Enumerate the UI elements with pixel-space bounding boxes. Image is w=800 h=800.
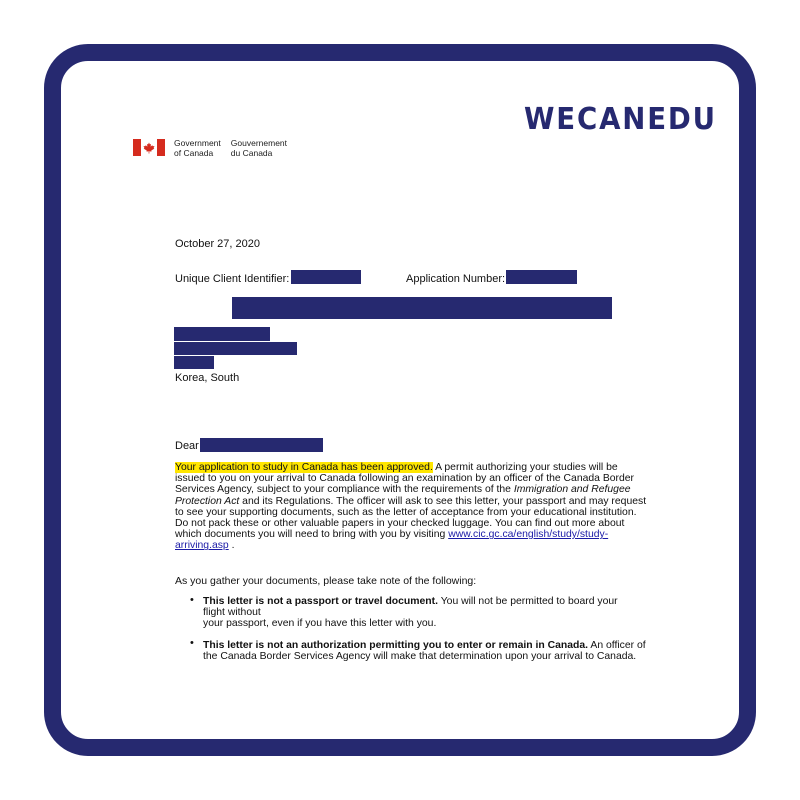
bullet-marker: •	[190, 594, 194, 606]
redacted-name-banner	[232, 297, 612, 319]
redacted-address-line	[174, 327, 270, 341]
address-country: Korea, South	[175, 372, 240, 384]
government-english: Government of Canada	[174, 138, 221, 158]
canada-flag-icon	[133, 139, 165, 156]
approval-highlight: Your application to study in Canada has been approved.	[175, 462, 433, 473]
government-of-canada-signature	[133, 138, 287, 158]
approval-paragraph: Your application to study in Canada has been approved. A permit authorizing your studies will be issued to you on your arrival to Canada following an examination by an officer of the Canada Border Services Agency, subject to your compliance with the requirements of the Immigration and Refugee Protection Act and its Regulations. The officer will ask to see this letter, your passport and may request to see your supporting documents, such as the letter of acceptance from your educational institution. Do not pack these or other valuable papers in your checked luggage. You can find out more about which documents you will need to bring with you by visiting www.cic.gc.ca/english/study/study-arriving.asp .	[175, 462, 647, 552]
bullet-marker: •	[190, 637, 194, 649]
bullet-item: This letter is not a passport or travel document. You will not be permitted to board your flight without your passport, even if you have this letter with you.	[203, 596, 618, 630]
redacted-address-line	[174, 342, 297, 355]
redacted-recipient-name	[200, 438, 323, 452]
salutation: Dear	[175, 440, 199, 452]
uci-label: Unique Client Identifier:	[175, 273, 290, 285]
redacted-application-number	[506, 270, 577, 284]
redacted-uci	[291, 270, 361, 284]
maple-leaf-icon	[143, 142, 155, 154]
cic-study-arriving-link[interactable]: www.cic.gc.ca/english/study/study-arriving.asp	[175, 529, 609, 552]
letter-date: October 27, 2020	[175, 238, 261, 250]
wecanedu-logo: WECANEDU	[524, 102, 717, 137]
gather-intro: As you gather your documents, please take note of the following:	[175, 575, 477, 587]
government-french: Gouvernement du Canada	[230, 138, 288, 158]
redacted-address-line	[174, 356, 214, 369]
bullet-item: This letter is not an authorization permitting you to enter or remain in Canada. An officer of the Canada Border Services Agency will make that determination upon your arrival to Canada.	[203, 640, 646, 663]
application-number-label: Application Number:	[406, 273, 506, 285]
